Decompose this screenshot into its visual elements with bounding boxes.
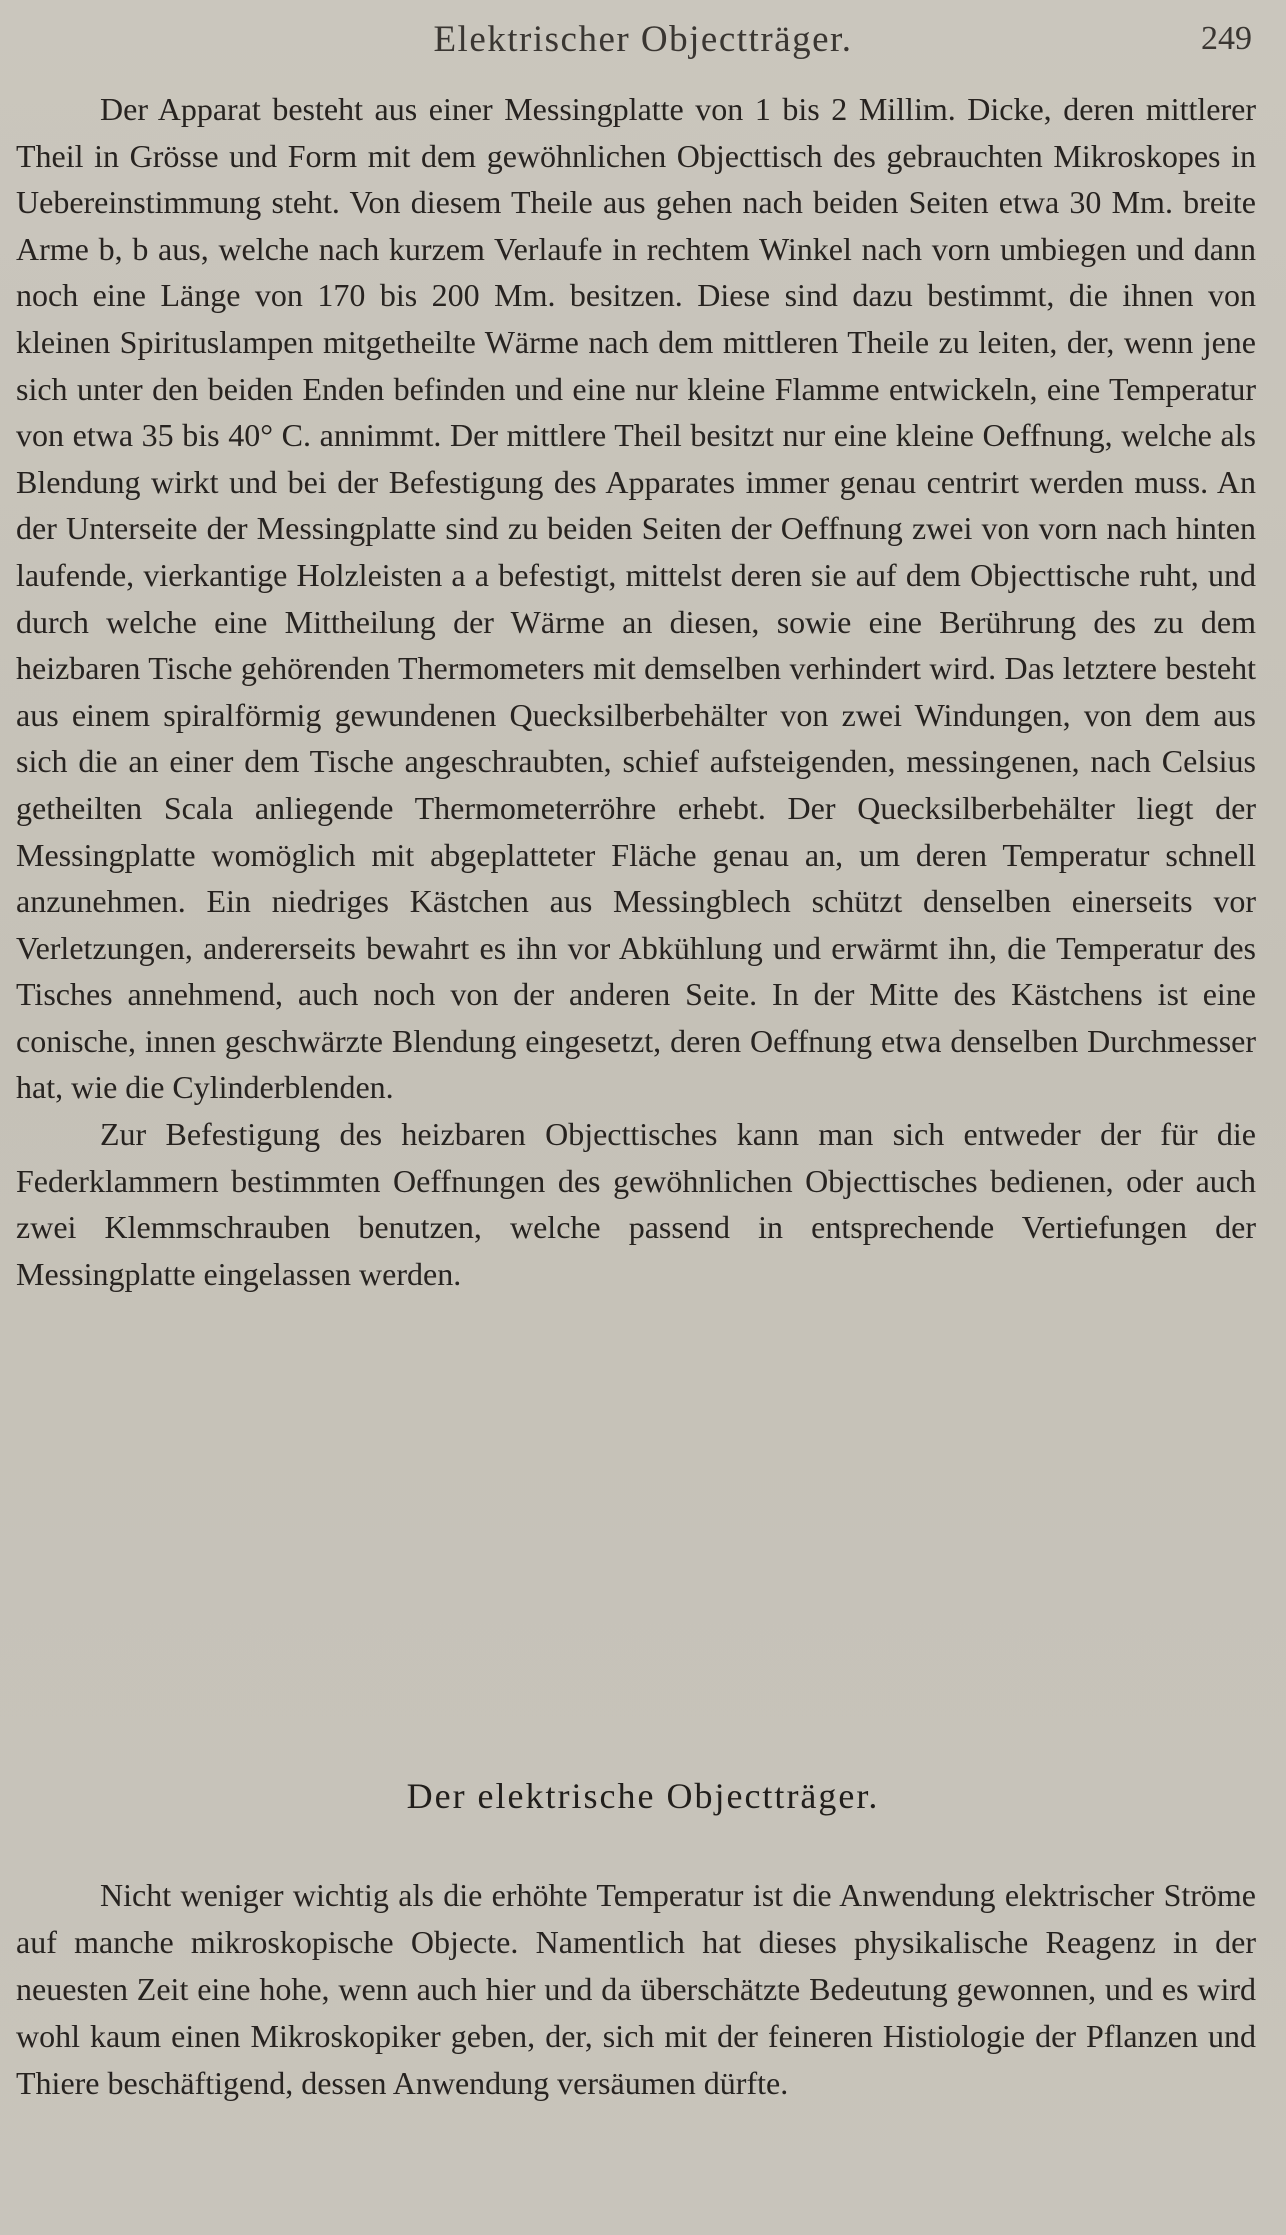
body-text [16,86,1256,1297]
paragraph-fastening: Zur Befestigung des heizbaren Objecttisches kann man sich entweder der für die Federklammern bestimmten Oeffnungen des gewöhnlichen Objecttisches bedienen, oder auch zwei Klemmschrauben benutzen, welche passend in entsprechende Vertiefungen der Messingplatte eingelassen werden. [16,1116,1256,1292]
running-head [0,18,1286,68]
section-body [16,1872,1256,2107]
running-title: Elektrischer Objectträger. [433,19,853,60]
paragraph-apparatus: Der Apparat besteht aus einer Messingplatte von 1 bis 2 Millim. Dicke, deren mittlerer Theil in Grösse und Form mit dem gewöhnlichen Objecttisch des gebrauchten Mikroskopes in Uebereinstimmung steht. Von diesem Theile aus gehen nach beiden Seiten etwa 30 Mm. breite Arme b, b aus, welche nach kurzem Verlaufe in rechtem Winkel nach vorn umbiegen und dann noch eine Länge von 170 bis 200 Mm. besitzen. Diese sind dazu bestimmt, die ihnen von kleinen Spirituslampen mitgetheilte Wärme nach dem mittleren Theile zu leiten, der, wenn jene sich unter den beiden Enden befinden und eine nur kleine Flamme entwickeln, eine Temperatur von etwa 35 bis 40° C. annimmt. Der mittlere Theil besitzt nur eine kleine Oeffnung, welche als Blendung wirkt und bei der Befestigung des Apparates immer genau centrirt werden muss. An der Unterseite der Messingplatte sind zu beiden Seiten der Oeffnung zwei von vorn nach hinten laufende, vierkantige Holzleisten a a befestigt, mittelst deren sie auf dem Objecttische ruht, und durch welche eine Mittheilung der Wärme an diesen, sowie eine Berührung des zu dem heizbaren Tische gehörenden Thermometers mit demselben verhindert wird. Das letztere besteht aus einem spiralförmig gewundenen Quecksilberbehälter von zwei Windungen, von dem aus sich die an einer dem Tische angeschraubten, schief aufsteigenden, messingenen, nach Celsius getheilten Scala anliegende Thermometerröhre erhebt. Der Quecksilberbehälter liegt der Messingplatte womöglich mit abgeplatteter Fläche genau an, um deren Temperatur schnell anzunehmen. Ein niedriges Kästchen aus Messingblech schützt denselben einerseits vor Verletzungen, andererseits bewahrt es ihn vor Abkühlung und erwärmt ihn, die Temperatur des Tisches annehmend, auch noch von der anderen Seite. In der Mitte des Kästchens ist eine conische, innen geschwärzte Blendung eingesetzt, deren Oeffnung etwa denselben Durchmesser hat, wie die Cylinderblenden. [16,91,1256,1106]
page-number: 249 [1201,20,1252,57]
paragraph-electric: Nicht weniger wichtig als die erhöhte Temperatur ist die Anwendung elektrischer Ströme auf manche mikroskopische Objecte. Namentlich hat dieses physikalische Reagenz in der neuesten Zeit eine hohe, wenn auch hier und da überschätzte Bedeutung gewonnen, und es wird wohl kaum einen Mikroskopiker geben, der, sich mit der feineren Histiologie der Pflanzen und Thiere beschäftigend, dessen Anwendung versäumen dürfte. [16,1877,1256,2101]
section-heading: Der elektrische Objectträger. [406,1776,880,1816]
